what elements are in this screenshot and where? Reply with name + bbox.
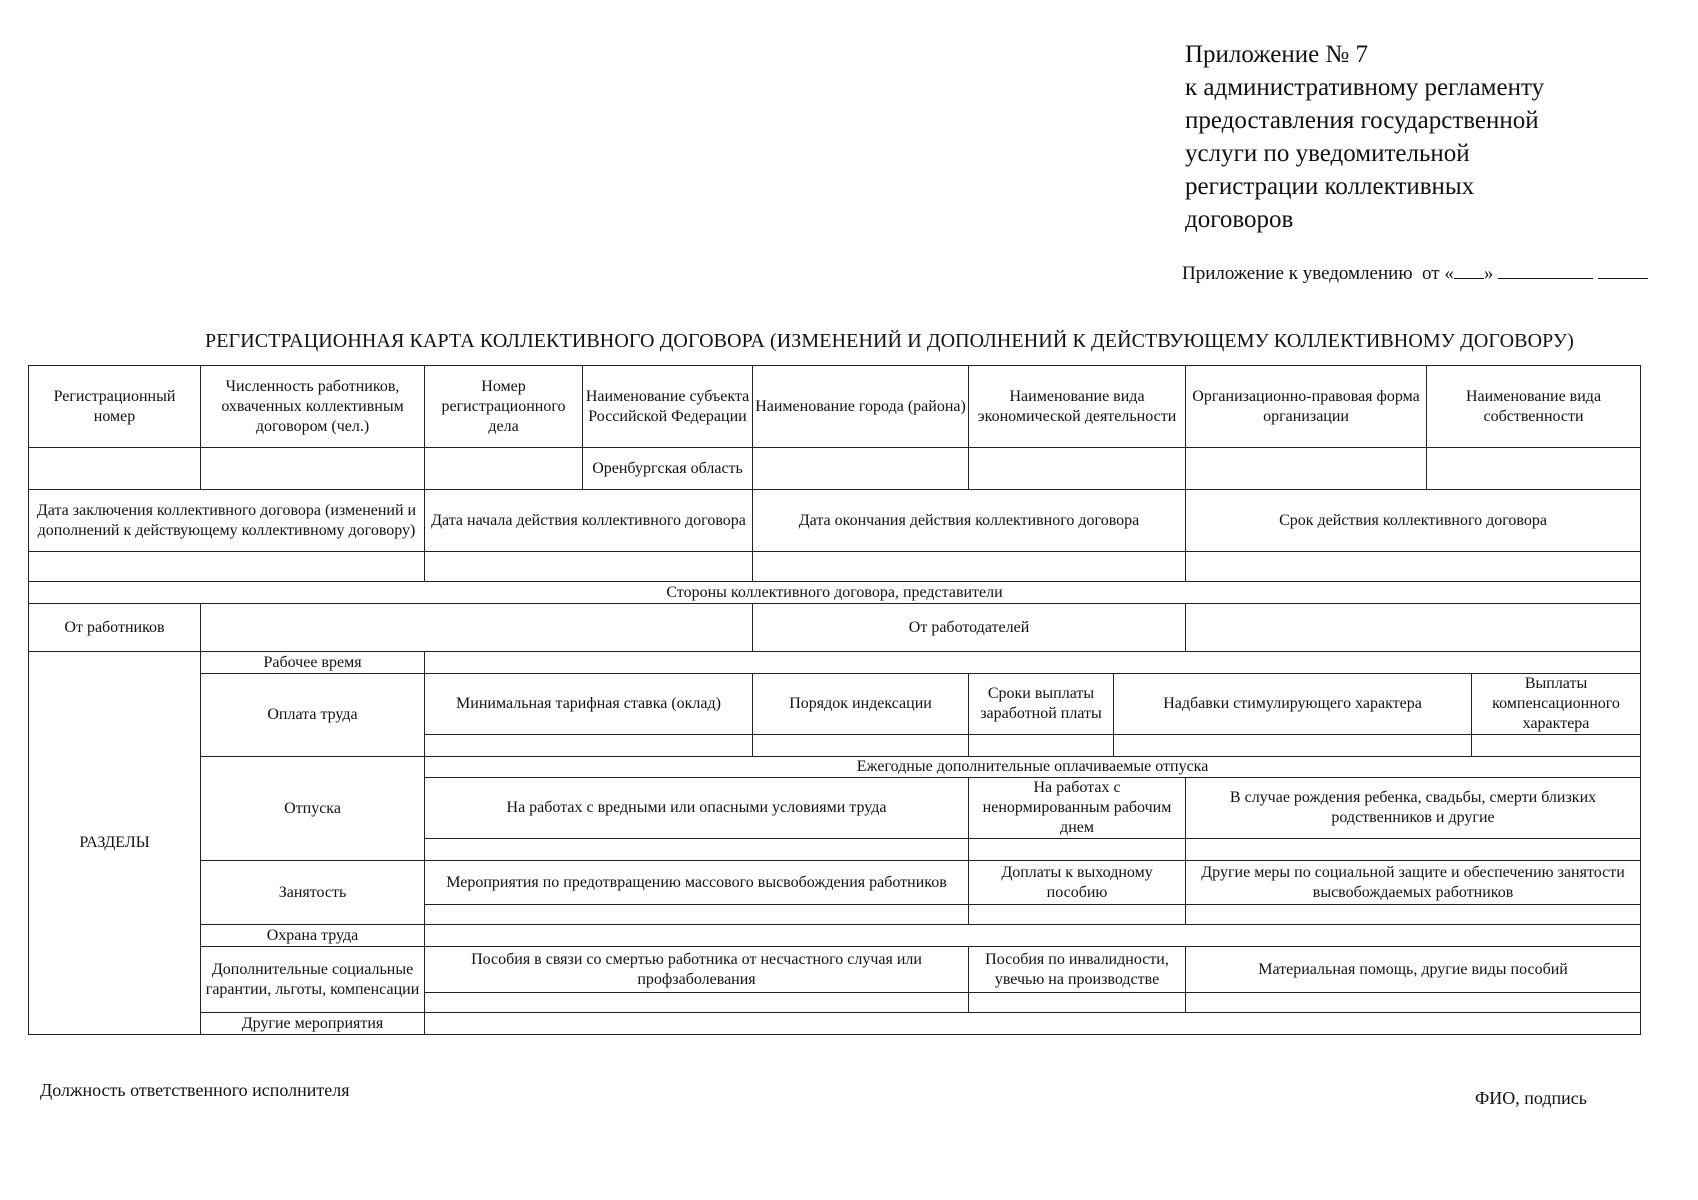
day-blank — [1454, 262, 1484, 279]
notice-from: от « — [1422, 263, 1454, 284]
severance-cell[interactable] — [969, 905, 1186, 925]
work-time-cell[interactable] — [425, 652, 1641, 674]
responsible-position-label: Должность ответственного исполнителя — [40, 1080, 350, 1100]
activity-name-header: Наименование вида экономической деятельности — [969, 366, 1186, 448]
min-rate-cell[interactable] — [425, 735, 753, 757]
case-number-header: Номер регистрационного дела — [425, 366, 583, 448]
header-line: договоров — [1185, 206, 1294, 233]
sections-label: РАЗДЕЛЫ — [29, 652, 201, 1035]
table-row — [29, 925, 1641, 947]
org-form-header: Организационно-правовая форма организации — [1186, 366, 1427, 448]
workers-count-header: Численность работников, охваченных коллективным договором (чел.) — [201, 366, 425, 448]
year-blank — [1598, 262, 1648, 279]
conclusion-date-cell[interactable] — [29, 552, 425, 582]
table-row — [29, 757, 1641, 778]
notice-quote-close: » — [1483, 263, 1494, 284]
table-row — [29, 490, 1641, 552]
org-form-cell[interactable] — [1186, 448, 1427, 490]
term-header: Срок действия коллективного договора — [1186, 490, 1641, 552]
pay-terms-cell[interactable] — [969, 735, 1114, 757]
irregular-leave-cell[interactable] — [969, 839, 1186, 861]
death-benefit-cell[interactable] — [425, 993, 969, 1013]
parties-title: Стороны коллективного договора, представители — [29, 582, 1641, 604]
compensation-header: Выплаты компенсационного характера — [1472, 674, 1641, 735]
ownership-cell[interactable] — [1427, 448, 1641, 490]
notice-line — [1182, 262, 1648, 285]
incentive-cell[interactable] — [1114, 735, 1472, 757]
other-activities-label: Другие мероприятия — [201, 1013, 425, 1035]
table-row — [29, 582, 1641, 604]
harmful-leave-header: На работах с вредными или опасными условиями труда — [425, 778, 969, 839]
header-line: к административному регламенту — [1185, 74, 1545, 101]
table-row — [29, 1013, 1641, 1035]
start-date-header: Дата начала действия коллективного договора — [425, 490, 753, 552]
header-line: регистрации коллективных — [1185, 173, 1475, 200]
prevention-cell[interactable] — [425, 905, 969, 925]
end-date-header: Дата окончания действия коллективного договора — [753, 490, 1186, 552]
min-rate-header: Минимальная тарифная ставка (оклад) — [425, 674, 753, 735]
document-header — [1185, 38, 1655, 236]
severance-header: Доплаты к выходному пособию — [969, 861, 1186, 905]
harmful-leave-cell[interactable] — [425, 839, 969, 861]
leave-label: Отпуска — [201, 757, 425, 861]
irregular-leave-header: На работах с ненормированным рабочим днем — [969, 778, 1186, 839]
table-row — [29, 366, 1641, 448]
table-row — [29, 604, 1641, 652]
employment-label: Занятость — [201, 861, 425, 925]
header-line: услуги по уведомительной — [1185, 140, 1470, 167]
notice-label: Приложение к уведомлению — [1182, 263, 1413, 284]
material-aid-header: Материальная помощь, другие виды пособий — [1186, 947, 1641, 993]
case-number-cell[interactable] — [425, 448, 583, 490]
start-date-cell[interactable] — [425, 552, 753, 582]
workers-party-label: От работников — [29, 604, 201, 652]
subject-value: Оренбургская область — [583, 448, 753, 490]
signature-label: ФИО, подпись — [1475, 1088, 1587, 1108]
other-activities-cell[interactable] — [425, 1013, 1641, 1035]
incentive-header: Надбавки стимулирующего характера — [1114, 674, 1472, 735]
reg-number-header: Регистрационный номер — [29, 366, 201, 448]
reg-number-cell[interactable] — [29, 448, 201, 490]
leave-title: Ежегодные дополнительные оплачиваемые отпуска — [425, 757, 1641, 778]
ownership-header: Наименование вида собственности — [1427, 366, 1641, 448]
employers-party-label: От работодателей — [753, 604, 1186, 652]
subject-name-header: Наименование субъекта Российской Федерации — [583, 366, 753, 448]
table-row — [29, 552, 1641, 582]
table-row — [29, 448, 1641, 490]
city-name-header: Наименование города (района) — [753, 366, 969, 448]
table-row — [29, 652, 1641, 674]
table-row — [29, 674, 1641, 735]
header-line: предоставления государственной — [1185, 107, 1539, 134]
table-row — [29, 947, 1641, 993]
safety-cell[interactable] — [425, 925, 1641, 947]
disability-benefit-cell[interactable] — [969, 993, 1186, 1013]
end-date-cell[interactable] — [753, 552, 1186, 582]
activity-name-cell[interactable] — [969, 448, 1186, 490]
disability-benefit-header: Пособия по инвалидности, увечью на производстве — [969, 947, 1186, 993]
material-aid-cell[interactable] — [1186, 993, 1641, 1013]
workers-party-cell[interactable] — [201, 604, 753, 652]
family-leave-cell[interactable] — [1186, 839, 1641, 861]
registration-card-table — [28, 365, 1641, 1035]
guarantees-label: Дополнительные социальные гарантии, льготы, компенсации — [201, 947, 425, 1013]
indexation-cell[interactable] — [753, 735, 969, 757]
month-blank — [1498, 262, 1593, 279]
indexation-header: Порядок индексации — [753, 674, 969, 735]
death-benefit-header: Пособия в связи со смертью работника от несчастного случая или профзаболевания — [425, 947, 969, 993]
card-title: РЕГИСТРАЦИОННАЯ КАРТА КОЛЛЕКТИВНОГО ДОГОВОРА (ИЗМЕНЕНИЙ И ДОПОЛНЕНИЙ К ДЕЙСТВУЮЩЕМУ КОЛЛЕКТИВНОМУ ДОГОВОРУ) — [205, 330, 1574, 352]
pay-label: Оплата труда — [201, 674, 425, 757]
term-cell[interactable] — [1186, 552, 1641, 582]
other-measures-cell[interactable] — [1186, 905, 1641, 925]
prevention-header: Мероприятия по предотвращению массового высвобождения работников — [425, 861, 969, 905]
work-time-label: Рабочее время — [201, 652, 425, 674]
workers-count-cell[interactable] — [201, 448, 425, 490]
pay-terms-header: Сроки выплаты заработной платы — [969, 674, 1114, 735]
conclusion-date-header: Дата заключения коллективного договора (изменений и дополнений к действующему коллективному договору) — [29, 490, 425, 552]
header-line: Приложение № 7 — [1185, 41, 1369, 68]
city-name-cell[interactable] — [753, 448, 969, 490]
compensation-cell[interactable] — [1472, 735, 1641, 757]
table-row — [29, 861, 1641, 905]
other-measures-header: Другие меры по социальной защите и обеспечению занятости высвобождаемых работников — [1186, 861, 1641, 905]
employers-party-cell[interactable] — [1186, 604, 1641, 652]
safety-label: Охрана труда — [201, 925, 425, 947]
family-leave-header: В случае рождения ребенка, свадьбы, смерти близких родственников и другие — [1186, 778, 1641, 839]
